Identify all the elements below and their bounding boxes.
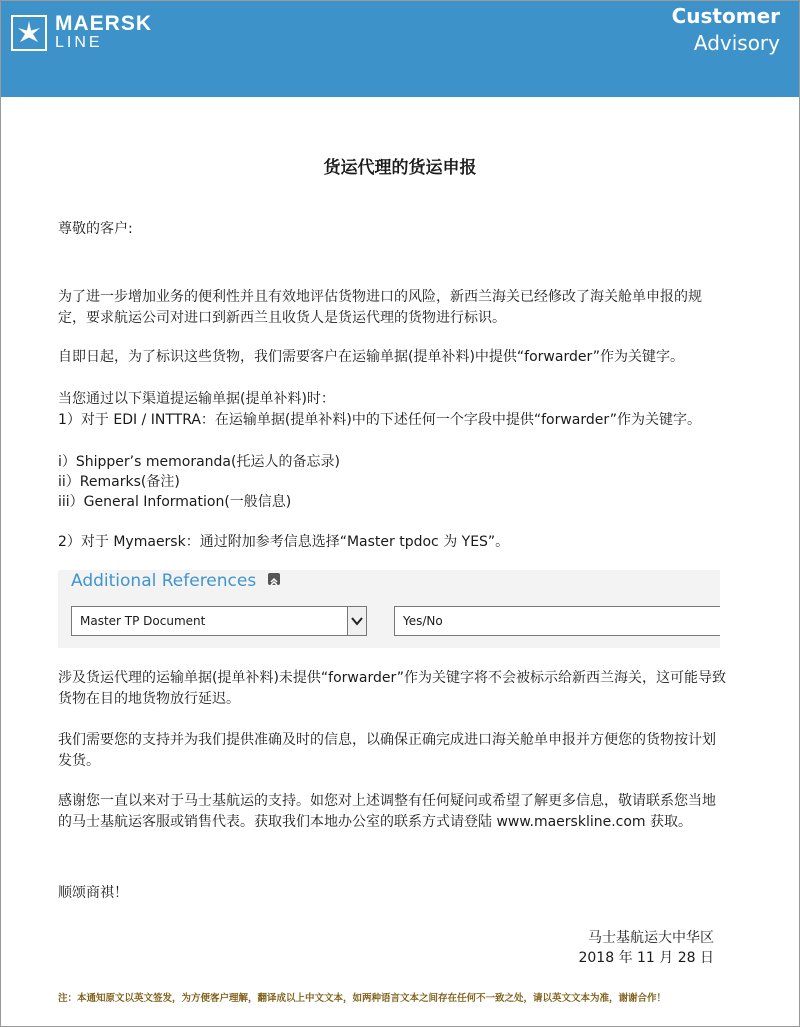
page-title: 货运代理的货运申报 — [323, 158, 477, 178]
additional-references-title: Additional References — [71, 571, 257, 591]
paragraph-4: 涉及货运代理的运输单据(提单补料)未提供“forwarder”作为关键字将不会被标示给新西兰海关，这可能导致货物在目的地货物放行延迟。 — [58, 670, 727, 707]
reference-value-text: Yes/No — [403, 614, 443, 628]
list-subitem-ii: ii）Remarks(备注) — [58, 474, 180, 490]
maersk-star-logo-icon — [11, 15, 47, 51]
chevron-down-icon[interactable] — [347, 607, 366, 635]
signature-org: 马士基航运大中华区 — [588, 930, 714, 946]
brand-name: MAERSK — [55, 12, 153, 35]
header-banner — [1, 1, 799, 97]
paragraph-6: 感谢您一直以来对于马士基航运的支持。如您对上述调整有任何疑问或希望了解更多信息，敬请联系您当地的马士基航运客服或销售代表。获取我们本地办公室的联系方式请登陆 www.maerskline.com 获取。 — [58, 793, 716, 830]
translation-note: 注：本通知原文以英文签发，为方便客户理解，翻译成以上中文文本，如两种语言文本之间存在任何不一致之处，请以英文文本为准，谢谢合作！ — [58, 993, 667, 1004]
additional-references-panel — [58, 570, 720, 648]
paragraph-1: 为了进一步增加业务的便利性并且有效地评估货物进口的风险，新西兰海关已经修改了海关舱单申报的规定，要求航运公司对进口到新西兰且收货人是货运代理的货物进行标识。 — [58, 289, 702, 326]
list-subitem-iii: iii）General Information(一般信息) — [58, 494, 292, 510]
collapse-toggle-icon[interactable] — [268, 573, 280, 585]
paragraph-2: 自即日起，为了标识这些货物，我们需要客户在运输单据(提单补料)中提供“forwarder”作为关键字。 — [58, 349, 685, 365]
advisory-label-line1: Customer — [671, 4, 780, 28]
list-item-2: 2）对于 Mymaersk：通过附加参考信息选择“Master tpdoc 为 YES”。 — [58, 534, 510, 550]
signature-date: 2018 年 11 月 28 日 — [578, 950, 714, 966]
greeting: 尊敬的客户: — [58, 221, 133, 237]
paragraph-3: 当您通过以下渠道提运输单据(提单补料)时： — [58, 391, 335, 407]
paragraph-5: 我们需要您的支持并为我们提供准确及时的信息，以确保正确完成进口海关舱单申报并方便您的货物按计划发货。 — [58, 732, 716, 769]
reference-type-select[interactable] — [71, 606, 367, 636]
closing: 顺颂商祺！ — [58, 885, 128, 901]
reference-value-input[interactable] — [394, 606, 720, 636]
brand-sub: LINE — [55, 34, 103, 51]
list-item-1: 1）对于 EDI / INTTRA：在运输单据(提单补料)中的下述任何一个字段中提供“forwarder”作为关键字。 — [58, 412, 701, 428]
reference-type-value: Master TP Document — [80, 614, 206, 628]
advisory-label-line2: Advisory — [693, 31, 780, 55]
list-subitem-i: i）Shipper’s memoranda(托运人的备忘录) — [58, 454, 340, 470]
